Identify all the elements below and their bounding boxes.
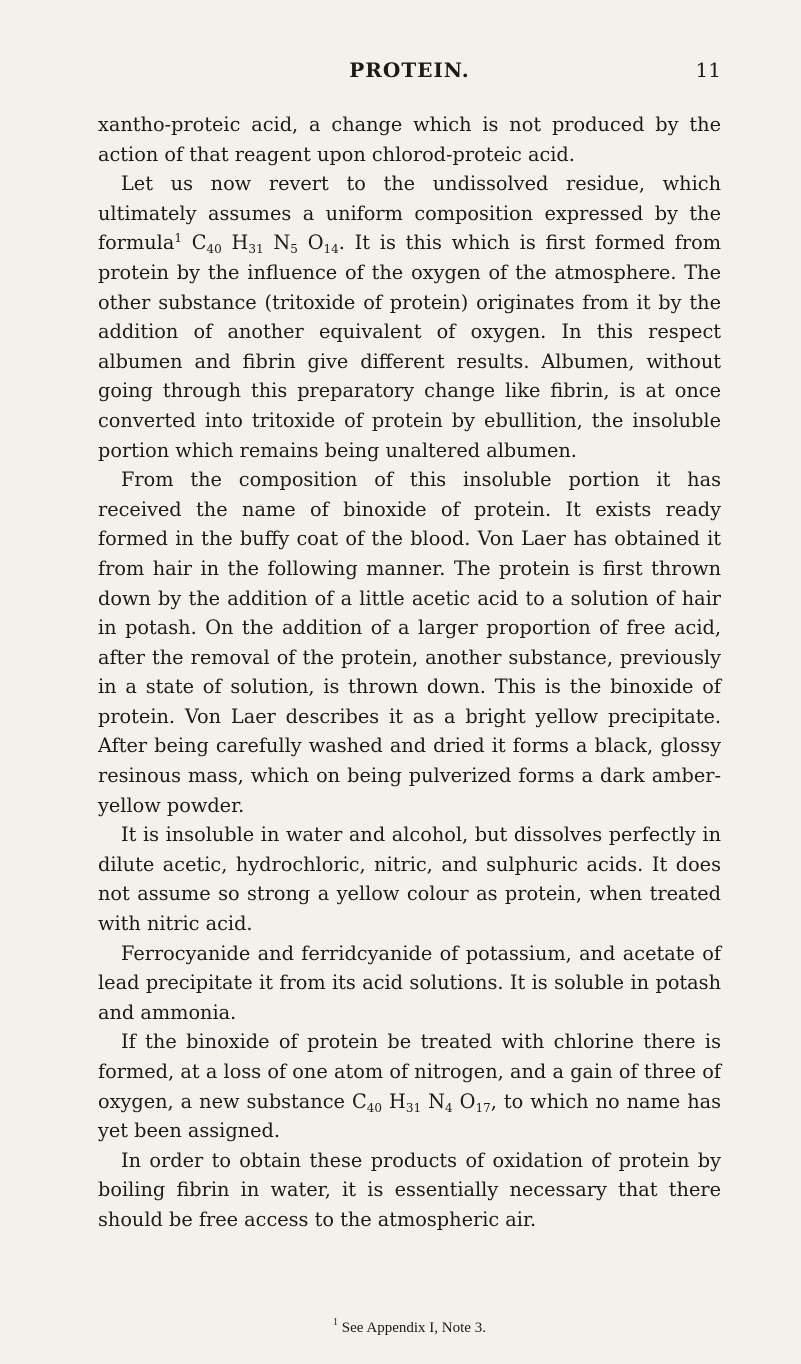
- formula-new-substance: $C_{40}$ $H_{31}$ $N_4$ $O_{17}$: [351, 1089, 491, 1115]
- paragraph-1-text: xantho-proteic acid, a change which is not produced by the action of that reagent upon chlorod-proteic acid.: [98, 113, 721, 166]
- paragraph-7-text: In order to obtain these products of oxidation of protein by boiling fibrin in water, it is essentially necessary that there should be free access to the atmospheric air.: [98, 1148, 721, 1231]
- paragraph-5: [98, 939, 721, 1028]
- paragraph-2: [98, 169, 721, 465]
- paragraph-6-text-a: If the binoxide of protein be treated with chlorine there is formed, at a loss of one atom of nitrogen, and a gain of three of oxygen, a new substance: [98, 1030, 721, 1113]
- paragraph-5-text: Ferrocyanide and ferridcyanide of potassium, and acetate of lead precipitate it from its acid solutions. It is soluble in potash and ammonia.: [98, 941, 721, 1024]
- footnote-reference: 1: [174, 231, 182, 246]
- body-text: [98, 110, 721, 1235]
- paragraph-6: [98, 1027, 721, 1145]
- footnote: [98, 1317, 721, 1337]
- formula-binoxide: $C_{40}$ $H_{31}$ $N_5$ $O_{14}$: [191, 231, 339, 257]
- footnote-text: See Appendix I, Note 3.: [341, 1320, 486, 1336]
- paragraph-1: [98, 110, 721, 169]
- running-head: [98, 58, 721, 88]
- paragraph-3-text: From the composition of this insoluble portion it has received the name of binoxide of protein. It exists ready formed in the buffy coat of the blood. Von Laer has obtained it from hair in the following manner. The protein is first thrown down by the addition of a little acetic acid to a solution of hair in potash. On the addition of a larger proportion of free acid, after the removal of the protein, another substance, previously in a state of solution, is thrown down. This is the binoxide of protein. Von Laer describes it as a bright yellow precipitate. After being carefully washed and dried it forms a black, glossy resinous mass, which on being pulverized forms a dark amber-yellow powder.: [98, 468, 721, 817]
- page-number: 11: [695, 58, 721, 82]
- paragraph-4: [98, 820, 721, 938]
- paragraph-2-text-a: Let us now revert to the undissolved residue, which ultimately assumes a uniform composition expressed by the formula: [98, 172, 721, 255]
- paragraph-6-text-b: , to which no name has yet been assigned.: [98, 1089, 722, 1143]
- paragraph-7: [98, 1146, 721, 1235]
- paragraph-2-text-b: . It is this which is first formed from protein by the influence of the oxygen of the atmosphere. The other substance (tritoxide of protein) originates from it by the addition of another equivalent of oxygen. In this respect albumen and fibrin give different results. Albumen, without going through this preparatory change like fibrin, is at once converted into tritoxide of protein by ebullition, the insoluble portion which remains being unaltered albumen.: [98, 231, 721, 462]
- paragraph-3: [98, 465, 721, 820]
- footnote-marker: 1: [333, 1317, 339, 1328]
- running-title: PROTEIN.: [349, 58, 470, 82]
- paragraph-4-text: It is insoluble in water and alcohol, but dissolves perfectly in dilute acetic, hydrochloric, nitric, and sulphuric acids. It does not assume so strong a yellow colour as protein, when treated with nitric acid.: [98, 823, 721, 936]
